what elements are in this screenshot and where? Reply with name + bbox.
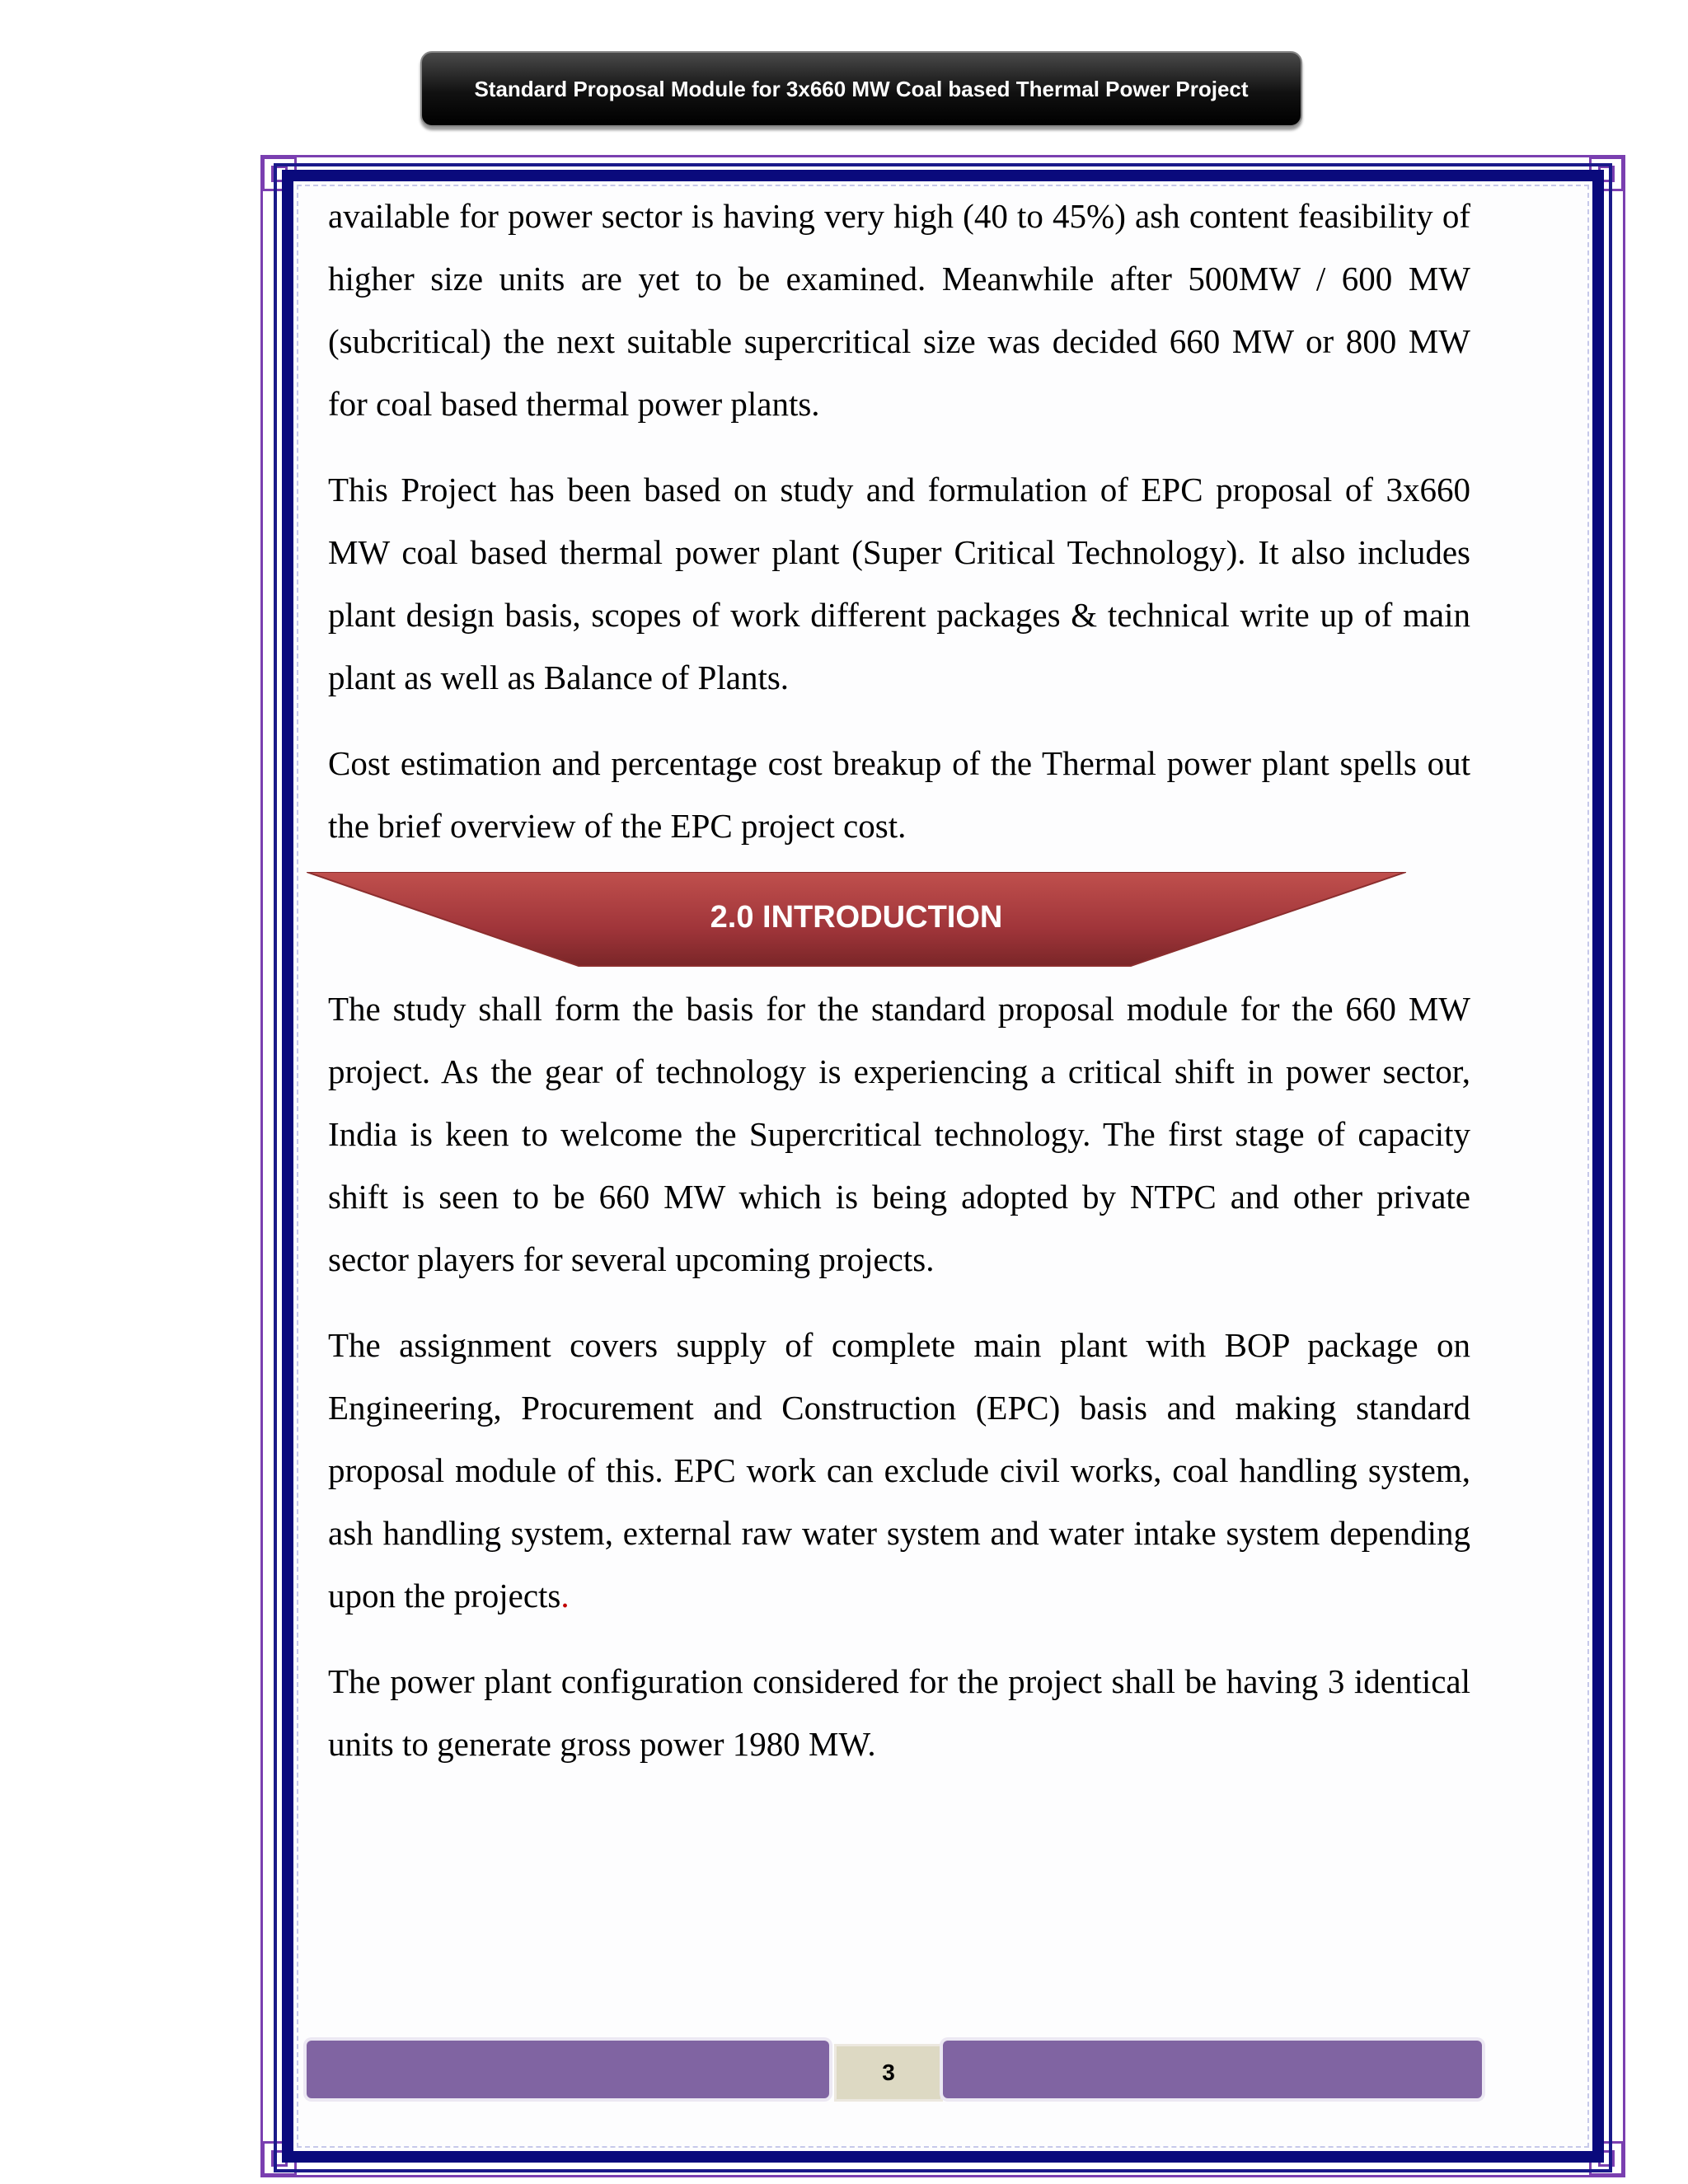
footer-bar-left <box>307 2041 829 2098</box>
header-title: Standard Proposal Module for 3x660 MW Coal based Thermal Power Project <box>474 76 1249 101</box>
paragraph: This Project has been based on study and formulation of EPC proposal of 3x660 MW coal based thermal power plant (Super Critical Technology). It also includes plant design basis, scopes of work different packages & technical write up of main plant as well as Balance of Plants. <box>328 471 1470 696</box>
paragraph-text: The assignment covers supply of complete main plant with BOP package on Engineering, Procurement and Construction (EPC) basis and making standard proposal module of this. EPC work can exclude civil works, coal handling system, ash handling system, external raw water system and water intake system depending upon the projects <box>328 1326 1470 1615</box>
section-title: 2.0 INTRODUCTION <box>710 900 1003 935</box>
paragraph: Cost estimation and percentage cost breakup of the Thermal power plant spells out the brief overview of the EPC project cost. <box>328 744 1470 845</box>
page-number: 3 <box>834 2044 943 2102</box>
trailing-period: . <box>560 1577 570 1615</box>
document-header <box>420 51 1302 127</box>
paragraph: The study shall form the basis for the standard proposal module for the 660 MW project. As the gear of technology is experiencing a critical shift in power sector, India is keen to welcome the Supercritical technology. The first stage of capacity shift is seen to be 660 MW which is being adopted by NTPC and other private sector players for several upcoming projects. <box>328 990 1470 1278</box>
paragraph <box>328 1314 1470 1627</box>
footer-bar-right <box>943 2041 1482 2098</box>
paragraph: The power plant configuration considered for the project shall be having 3 identical units to generate gross power 1980 MW. <box>328 1662 1470 1763</box>
paragraph: available for power sector is having very high (40 to 45%) ash content feasibility of higher size units are yet to be examined. Meanwhile after 500MW / 600 MW (subcritical) the next suitable supercritical size was decided 660 MW or 800 MW for coal based thermal power plants. <box>328 197 1470 423</box>
section-banner <box>307 872 1406 969</box>
